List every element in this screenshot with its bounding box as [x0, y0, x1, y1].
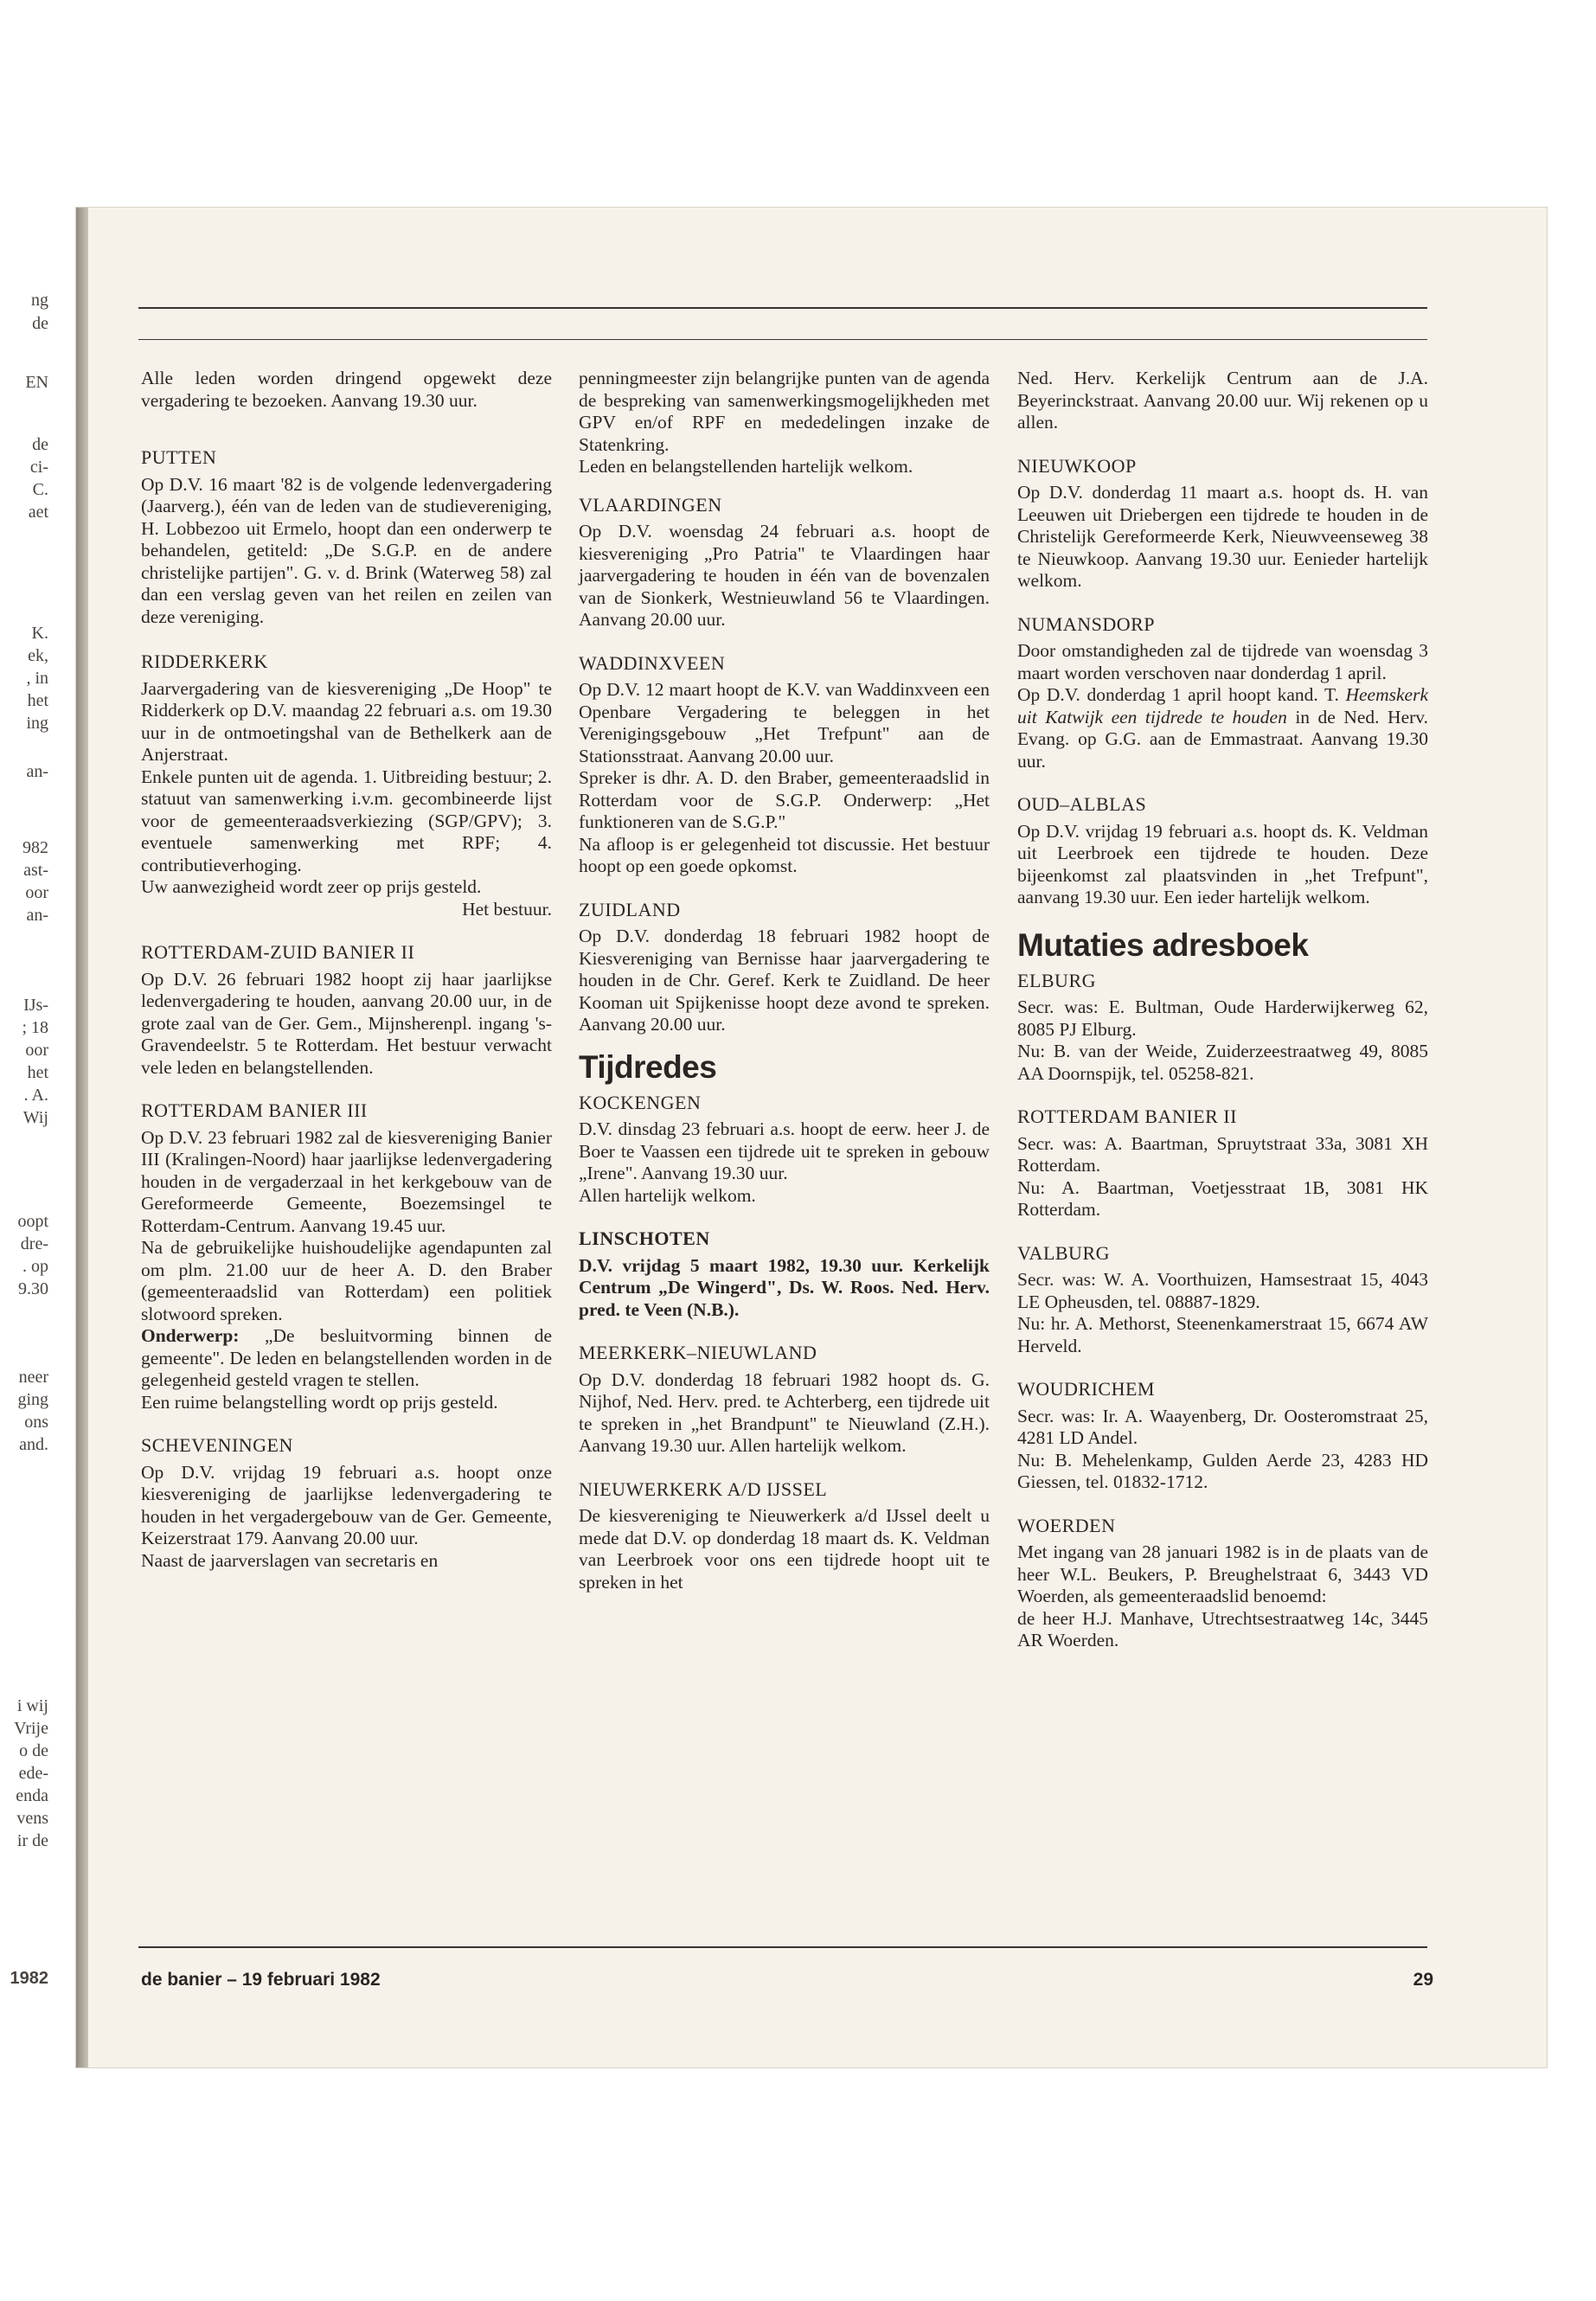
text-rotterdam-banier-ii-1: Secr. was: A. Baartman, Spruytstraat 33a, 3081 XH Rotterdam.: [1017, 1132, 1428, 1176]
edge-fragment: an-: [26, 906, 48, 925]
text-continued-2: Leden en belangstellenden hartelijk welkom.: [579, 456, 913, 477]
text-rotterdam-banier-iii-2: Na de gebruikelijke huishoudelijke agendapunten zal om plm. 21.00 uur de heer A. D. den Braber (gemeenteraadslid van Rotterdam) een politiek slotwoord spreken.: [141, 1237, 552, 1324]
heading-valburg: VALBURG: [1017, 1241, 1111, 1264]
top-rule-thin: [138, 339, 1427, 340]
text-nieuwkoop: Op D.V. donderdag 11 maart a.s. hoopt ds. H. van Leeuwen uit Driebergen een tijdrede te houden in de Christelijk Gereformeerde Kerk, Nieuwveenseweg 38 te Nieuwkoop. Aanvang 19.30 uur. Eenieder hartelijk welkom.: [1017, 482, 1428, 591]
edge-fragment: . op: [22, 1257, 48, 1276]
edge-fragment: ing: [26, 714, 48, 733]
edge-fragment: ng: [31, 291, 48, 310]
text-rotterdam-banier-iii-1: Op D.V. 23 februari 1982 zal de kiesvereniging Banier III (Kralingen-Noord) haar jaarlijkse ledenvergadering houden in de vergaderzaal in het kerkgebouw van de Gereformeerde Gemeente, Boezemsingel te Rotterdam-Centrum. Aanvang 19.45 uur.: [141, 1126, 552, 1236]
text-woudrichem-2: Nu: B. Mehelenkamp, Gulden Aerde 23, 4283 HD Giessen, tel. 01832-1712.: [1017, 1449, 1428, 1492]
text-oud-alblas: Op D.V. vrijdag 19 februari a.s. hoopt ds. K. Veldman uit Leerbroek een tijdrede te houden. Deze bijeenkomst zal plaatsvinden in „het Trefpunt", aanvang 19.30 uur. Een ieder hartelijk welkom.: [1017, 820, 1428, 907]
edge-fragment: 982: [22, 838, 48, 857]
edge-fragment: K.: [31, 624, 48, 643]
numansdorp-text-c: in de Ned. Herv. Evang. op G.G. aan de Emmastraat. Aanvang 19.30 uur.: [1017, 706, 1429, 772]
text-zuidland: Op D.V. donderdag 18 februari 1982 hoopt de Kiesvereniging van Bernisse haar jaarvergadering te houden in de Chr. Geref. Kerk te Zuidland. De heer Kooman uit Spijkenisse hoopt deze avond te spreken. Aanvang 20.00 uur.: [579, 926, 990, 1035]
text-woudrichem-1: Secr. was: Ir. A. Waayenberg, Dr. Oosteromstraat 25, 4281 LD Andel.: [1017, 1405, 1428, 1448]
heading-zuidland: ZUIDLAND: [579, 898, 681, 920]
edge-fragment: vens: [16, 1809, 48, 1828]
text-numansdorp-1: Door omstandigheden zal de tijdrede van woensdag 3 maart worden verschoven naar donderdag 1 april.: [1017, 640, 1428, 683]
text-numansdorp-2: [1017, 684, 1428, 772]
heading-linschoten: LINSCHOTEN: [579, 1227, 710, 1249]
heading-rotterdam-zuid-banier-ii: ROTTERDAM-ZUID BANIER II: [141, 941, 415, 963]
text-woerden-1: Met ingang van 28 januari 1982 is in de plaats van de heer W.L. Beukers, P. Breughelstraat 6, 3443 VD Woerden, als gemeenteraadslid benoemd:: [1017, 1541, 1428, 1606]
heading-numansdorp: NUMANSDORP: [1017, 612, 1156, 635]
text-scheveningen-1: Op D.V. vrijdag 19 februari a.s. hoopt onze kiesvereniging de jaarlijkse ledenvergadering te houden in het vergadergebouw van de Ger. Gemeente, Keizerstraat 179. Aanvang 20.00 uur.: [141, 1461, 552, 1548]
edge-fragment: de: [32, 314, 48, 333]
top-rule: [138, 307, 1427, 309]
edge-fragment: ir de: [16, 1831, 48, 1850]
edge-fragment: het: [27, 1063, 48, 1082]
onderwerp-text: „De besluitvorming binnen de gemeente". De leden en belangstellenden worden in de gelegenheid gesteld vragen te stellen.: [141, 1325, 552, 1390]
adjacent-page-edge: [0, 208, 54, 2067]
edge-fragment: ; 18: [22, 1018, 48, 1037]
edge-fragment: aet: [28, 503, 48, 522]
heading-ridderkerk: RIDDERKERK: [141, 651, 268, 672]
text-elburg-1: Secr. was: E. Bultman, Oude Harderwijkerweg 62, 8085 PJ Elburg.: [1017, 997, 1428, 1040]
section-title-tijdredes: Tijdredes: [579, 1048, 717, 1085]
text-meerkerk-nieuwland: Op D.V. donderdag 18 februari 1982 hoopt ds. G. Nijhof, Ned. Herv. pred. te Achterberg, een tijdrede uit te spreken in „het Brandpunt" te Nieuwland (Z.H.). Aanvang 19.30 uur. Allen hartelijk welkom.: [579, 1368, 990, 1456]
heading-meerkerk-nieuwland: MEERKERK–NIEUWLAND: [579, 1342, 817, 1363]
section-title-mutaties-adresboek: Mutaties adresboek: [1017, 926, 1309, 963]
edge-fragment: ast-: [23, 861, 48, 880]
heading-kockengen: KOCKENGEN: [579, 1091, 702, 1113]
text-ridderkerk-1: Jaarvergadering van de kiesvereniging „De Hoop" te Ridderkerk op D.V. maandag 22 februari a.s. om 19.30 uur in de ontmoetingshal van de Bethelkerk aan de Anjerstraat.: [141, 677, 552, 765]
edge-fragment: enda: [16, 1786, 48, 1805]
column-2: [579, 368, 990, 1593]
text-woerden-2: de heer H.J. Manhave, Utrechtsestraatweg 14c, 3445 AR Woerden.: [1017, 1607, 1428, 1650]
text-elburg-2: Nu: B. van der Weide, Zuiderzeestraatweg 49, 8085 AA Doornspijk, tel. 05258-821.: [1017, 1041, 1428, 1084]
edge-fragment: dre-: [20, 1234, 48, 1253]
footer-publication: de banier – 19 februari 1982: [141, 1970, 381, 1990]
edge-fragment: an-: [26, 762, 48, 781]
edge-fragment: ging: [17, 1390, 48, 1409]
edge-fragment: neer: [18, 1368, 48, 1387]
edge-fragment: het: [27, 691, 48, 710]
edge-fragment: IJs-: [23, 996, 48, 1015]
edge-fragment: ek,: [28, 646, 48, 665]
text-ridderkerk-3: Uw aanwezigheid wordt zeer op prijs gesteld.: [141, 876, 482, 897]
edge-fragment: Vrije: [14, 1719, 48, 1738]
page-spine: [76, 208, 88, 2067]
edge-fragment: EN: [25, 373, 48, 392]
intro-text: Alle leden worden dringend opgewekt deze vergadering te bezoeken. Aanvang 19.30 uur.: [141, 368, 552, 411]
text-waddinxveen-2: Spreker is dhr. A. D. den Braber, gemeenteraadslid in Rotterdam voor de S.G.P. Onderwerp: „Het funktioneren van de S.G.P.": [579, 767, 990, 832]
text-scheveningen-2: Naast de jaarverslagen van secretaris en: [141, 1549, 439, 1571]
text-valburg-1: Secr. was: W. A. Voorthuizen, Hamsestraat 15, 4043 LE Opheusden, tel. 08887-1829.: [1017, 1269, 1428, 1312]
heading-nieuwerkerk: NIEUWERKERK A/D IJSSEL: [579, 1477, 828, 1500]
edge-fragment: and.: [19, 1435, 48, 1454]
text-vlaardingen: Op D.V. woensdag 24 februari a.s. hoopt de kiesvereniging „Pro Patria" te Vlaardingen haar jaarvergadering te houden in één van de bovenzalen van de Sionkerk, Westnieuwland 56 te Vlaardingen. Aanvang 20.00 uur.: [579, 521, 990, 630]
edge-fragment: 1982: [10, 1969, 48, 1988]
heading-nieuwkoop: NIEUWKOOP: [1017, 454, 1137, 477]
text-waddinxveen-1: Op D.V. 12 maart hoopt de K.V. van Waddinxveen een Openbare Vergadering te beleggen in het Verenigingsgebouw „Het Trefpunt" aan de Stationsstraat. Aanvang 20.00 uur.: [579, 679, 990, 766]
text-continued: penningmeester zijn belangrijke punten van de agenda de bespreking van samenwerkingsmogelijkheden met GPV en/of RPF en mededelingen inzake de Statenkring.: [579, 368, 990, 455]
heading-elburg: ELBURG: [1017, 969, 1096, 991]
edge-fragment: Wij: [22, 1108, 48, 1127]
column-3: [1017, 368, 1428, 1652]
heading-woerden: WOERDEN: [1017, 1514, 1116, 1536]
text-waddinxveen-3: Na afloop is er gelegenheid tot discussie. Het bestuur hoopt op een goede opkomst.: [579, 833, 990, 876]
heading-woudrichem: WOUDRICHEM: [1017, 1378, 1155, 1400]
text-rotterdam-banier-iii-4: Een ruime belangstelling wordt op prijs gesteld.: [141, 1391, 498, 1413]
edge-fragment: de: [32, 435, 48, 454]
heading-waddinxveen: WADDINXVEEN: [579, 651, 726, 674]
edge-fragment: i wij: [16, 1696, 48, 1715]
text-valburg-2: Nu: hr. A. Methorst, Steenenkamerstraat 15, 6674 AW Herveld.: [1017, 1313, 1428, 1356]
heading-vlaardingen: VLAARDINGEN: [579, 493, 722, 516]
edge-fragment: oor: [25, 1041, 48, 1060]
text-kockengen-1: D.V. dinsdag 23 februari a.s. hoopt de eerw. heer J. de Boer te Vaassen een tijdrede uit te spreken in gebouw „Irene". Aanvang 19.30 uur.: [579, 1118, 990, 1183]
edge-fragment: ede-: [18, 1764, 48, 1783]
heading-oud-alblas: OUD–ALBLAS: [1017, 793, 1147, 815]
text-nieuwerkerk: De kiesvereniging te Nieuwerkerk a/d IJssel deelt u mede dat D.V. op donderdag 18 maart ds. K. Veldman van Leerbroek voor ons een tijdrede hoopt uit te spreken in het: [579, 1505, 990, 1593]
edge-fragment: C.: [32, 480, 48, 499]
edge-fragment: , in: [26, 669, 48, 688]
edge-fragment: 9.30: [18, 1279, 48, 1298]
bottom-rule: [138, 1946, 1427, 1948]
text-linschoten: D.V. vrijdag 5 maart 1982, 19.30 uur. Kerkelijk Centrum „De Wingerd", Ds. W. Roos. Ned. Herv. pred. te Veen (N.B.).: [579, 1254, 990, 1320]
text-continued: Ned. Herv. Kerkelijk Centrum aan de J.A. Beyerinckstraat. Aanvang 20.00 uur. Wij rekenen op u allen.: [1017, 368, 1428, 433]
onderwerp-label: Onderwerp:: [141, 1325, 240, 1346]
text-rotterdam-zuid-banier-ii: Op D.V. 26 februari 1982 hoopt zij haar jaarlijkse ledenvergadering te houden, aanvang 20.00 uur, in de grote zaal van de Ger. Gem., Mijnsherenpl. ingang 's-Gravendeelstr. 5 te Rotterdam. Het bestuur verwacht vele leden en belangstellenden.: [141, 968, 552, 1078]
numansdorp-text-b: Heemskerk uit Katwijk een tijdrede te houden: [1017, 684, 1428, 727]
edge-fragment: o de: [19, 1741, 48, 1760]
edge-fragment: oor: [25, 883, 48, 902]
edge-fragment: ci-: [29, 458, 48, 477]
edge-fragment: ons: [24, 1413, 48, 1432]
numansdorp-text-a: Op D.V. donderdag 1 april hoopt kand. T.: [1017, 684, 1346, 705]
edge-fragment: . A.: [23, 1086, 48, 1105]
column-1: [141, 368, 552, 1572]
heading-rotterdam-banier-iii: ROTTERDAM BANIER III: [141, 1099, 368, 1121]
text-rotterdam-banier-ii-2: Nu: A. Baartman, Voetjesstraat 1B, 3081 HK Rotterdam.: [1017, 1176, 1428, 1220]
text-rotterdam-banier-iii-3: [141, 1325, 552, 1392]
text-ridderkerk-2: Enkele punten uit de agenda. 1. Uitbreiding bestuur; 2. statuut van samenwerking i.v.m. gecombineerde lijst voor de gemeenteraadsverkiezing (SGP/GPV); 3. eventuele samenwerking met RPF; 4. contributieverhoging.: [141, 766, 552, 875]
page-number: 29: [1413, 1970, 1433, 1990]
signoff-ridderkerk: Het bestuur.: [462, 898, 552, 920]
text-putten: Op D.V. 16 maart '82 is de volgende ledenvergadering (Jaarverg.), één van de leden van de studievereniging, H. Lobbezoo uit Ermelo, hoopt dan een onderwerp te behandelen, getiteld: „De S.G.P. en de andere christelijke partijen". G. v. d. Brink (Waterweg 58) zal dan een verslag geven van het reilen en zeilen van deze vereniging.: [141, 473, 552, 627]
edge-fragment: oopt: [17, 1212, 48, 1231]
text-kockengen-2: Allen hartelijk welkom.: [579, 1184, 756, 1206]
heading-rotterdam-banier-ii: ROTTERDAM BANIER II: [1017, 1106, 1237, 1127]
heading-scheveningen: SCHEVENINGEN: [141, 1434, 293, 1456]
heading-putten: PUTTEN: [141, 446, 217, 468]
